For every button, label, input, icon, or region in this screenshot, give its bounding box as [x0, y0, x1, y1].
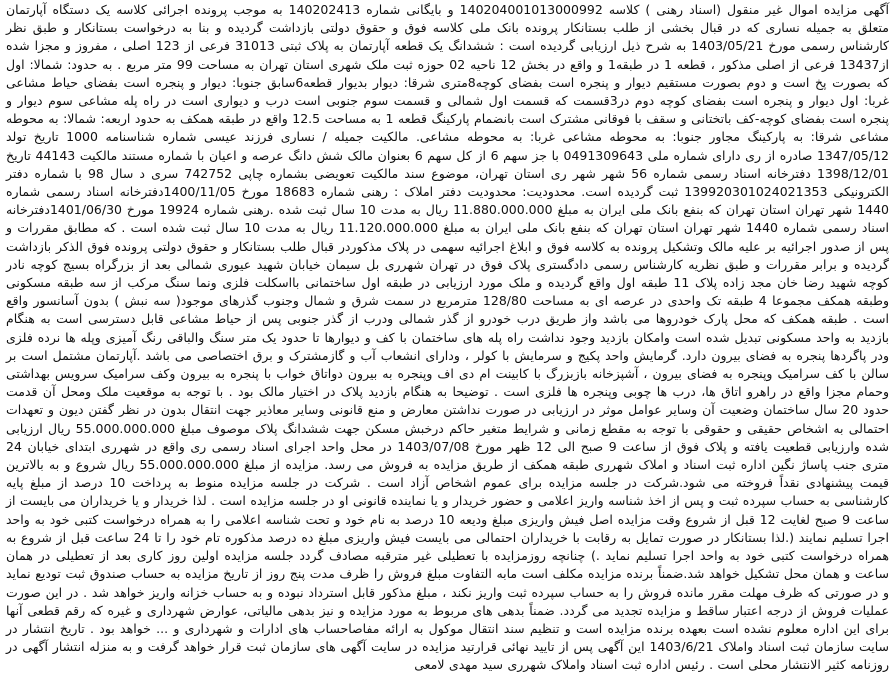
auction-notice-body: آگهی مزایده اموال غیر منقول (اسناد رهنی ) کلاسه 140204001013000992 و بایگانی شماره 140202413 به موجب پرونده اجرائی کلاسه یک دستگاه آپارتمان متعلق به جمیله نساری که در قبال بخشی از طلب بستانکار پرونده بانک ملی کلاسه فوق و حقوق دولتی بازداشت گردیده و بنا به درخواست بستانکار و طبق نظر کارشناس رسمی مورخ 1403/05/21 به شرح ذیل ارزیابی گردیده است : ششدانگ یک قطعه آپارتمان به پلاک ثبتی 31013 فرعی از 123 اصلی ، مفروز و مجزا شده از13437 فرعی از اصلی مذکور ، قطعه 1 در طبقه1 و واقع در بخش 12 ناحیه 02 حوزه ثبت ملک شهری استان تهران به مساحت 99 متر مربع . به حدود: شمالا: اول که بصورت پخ است و دوم بصورت مستقیم دیوار و پنجره است بفضای کوچه8متری شرقا: دیوار بدیوار قطعه6سابق جنوبا: دیوار و پنجره است بفضای حیاط مشاعی غربا: اول دیوار و پنجره است بفضای کوچه دوم در3قسمت که قسمت اول شمالی و قسمت سوم جنوبی است درب و دیواری است در راه پله مشاعی سوم دیوار و پنجره است بفضای کوچه-کف باتختانی و سقف با فوقانی مشترک است بانضمام پارکینگ قطعه 1 به مساحت 12.5 واقع در طبقه همکف به حدود اربعه: شمالا: به محوطه مشاعی شرقا: به پارکینگ مجاور جنوبا: به محوطه مشاعی غربا: به محوطه مشاعی. مالکیت جمیله / نساری فرزند عیسی شماره شناسنامه 1000 تاریخ تولد 1347/05/12 صادره از ری دارای شماره ملی 0491309643 با جز سهم 6 از کل سهم 6 بعنوان مالک شش دانگ عرصه و اعیان با شماره مستند مالکیت 44143 تاریخ 1398/12/01 دفترخانه اسناد رسمی شماره 56 شهر شهر ری استان تهران، موضوع سند مالکیت تعویضی بشماره چاپی 742752 سری د سال 98 با شماره دفتر الکترونیکی 139920301024021353 ثبت گردیده است. محدودیت: محدودیت دفتر املاک : رهنی شماره 18683 مورخ 1400/11/05دفترخانه اسناد رسمی شماره 1440 شهر تهران استان تهران که بنفع بانک ملی ایران به مبلغ 11.880.000.000 ریال به مدت 10 سال ثبت شده .رهنی شماره 19924 مورخ 1401/06/30دفترخانه اسناد رسمی شماره 1440 شهر تهران استان تهران که بنفع بانک ملی ایران به مبلغ 11.120.000.000 ریال به مدت 10 سال ثبت شده است . که مطابق مقررات و پس از صدور اجرائیه بر علیه مالک وتشکیل پرونده به کلاسه فوق و ابلاغ اجرائیه سهمی در پلاک مذکوردر قبال طلب بستانکار و حقوق دولتی پرونده فوق الذکر بازداشت گردیده و برابر مقررات و طبق نظریه کارشناس رسمی دادگستری پلاک فوق در تهران شهرری بل سیمان خیابان شهید عیوری شمالی بعد از بزرگراه بسیج کوچه نادر کوچه شهید رضا خان مجد زاده پلاک 11 طبقه اول واقع گردیده و ملک مورد ارزیابی در طبقه اول ساختمانی بااسکلت فلزی ونما سنگ مرکب از سه طبقه مسکونی وطبقه همکف مجموعا 4 طبقه تک واحدی در عرصه ای به مساحت 128/80 مترمربع در سمت شرق و شمال وجنوب گذرهای موجود( سه نبش ) بدون آسانسور واقع است . طبقه همکف که محل پارک خودروها می باشد واز طریق درب خودرو از گذر شمالی ودرب از گذر جنوبی پس از حیاط مشاعی قابل دسترسی است به هنگام بازدید به واحد مسکونی تبدیل شده است وامکان بازدید وجود نداشت راه پله های ساختمان با کف و دیوارها تا حدود یک متر سنگ والباقی رنگ آمیزی وپله ها نرده فلزی ودر پاگردها پنجره به فضای بیرون دارد. گرمایش واحد پکیج و سرمایش با کولر ، ودارای انشعاب آب و گازمشترک و برق اختصاصی می باشد .آپارتمان مشتمل است بر سالن با کف سرامیک وپنجره به فضای بیرون ، آشپزخانه بازبزرگ با کابینت ام دی اف وپنجره به بیرون دواتاق خواب با پنجره به بیرون وکف سرامیک سرویس بهداشتی وحمام مجزا واقع در راهرو اتاق ها، درب ها چوبی وپنجره ها فلزی است . توضیحا به هنگام بازدید پلاک در اختیار مالک بود . با توجه به موقعیت ملک ومحل آن قدمت حدود 20 سال ساختمان وضعیت آن وسایر عوامل موثر در ارزیابی در صورت نداشتن معارض و منع قانونی وسایر معاذیر جهت انتقال بدون در نظر گفتن دیون و تعهدات احتمالی به اشخاص حقیقی و حقوقی با توجه به مقطع زمانی و شرایط متغیر حاکم درخبش مسکن جهت ششدانگ پلاک موصوف مبلغ 55.000.000.000 ریال ارزیابی شده وارزیابی قطعیت یافته و پلاک فوق از ساعت 9 صبح الی 12 ظهر مورخ 1403/07/08 در محل واحد اجرای اسناد رسمی ری واقع در شهرری ابتدای خیابان 24 متری جنب پاساژ نگین اداره ثبت اسناد و املاک شهرری طبقه همکف از طریق مزایده به فروش می رسد. مزایده از مبلغ 55.000.000.000 ریال شروع و به بالاترین قیمت پیشنهادی نقداً فروخته می شود.شرکت در جلسه مزایده برای عموم اشخاص آزاد است . شرکت در جلسه مزایده منوط به پرداخت 10 درصد از مبلغ پایه کارشناسی به حساب سپرده ثبت و پس از اخذ شناسه واریز اعلامی و حضور خریدار و یا نماینده قانونی او در جلسه مزایده است . لذا خریدار و یا خریداران می بایست از ساعت 9 صبح لغایت 12 قبل از شروع وقت مزایده اصل فیش واریزی مبلغ ودیعه 10 درصد به نام خود و تحت شناسه اعلامی را به همراه درخواست کتبی خود به واحد اجرا تسلیم نمایند (.لذا بستانکار در صورت تمایل به رقابت با خریداران احتمالی می بایست فیش واریزی مبلغ ده درصد مذکوره تام خود را تا 24 ساعت قبل از شروع به همراه درخواست کتبی خود به واحد اجرا تسلیم نماید .) چنانچه روزمزایده با تعطیلی غیر مترقبه مصادف گردد جلسه مزایده اولین روز کاری بعد از تعطیلی در همان ساعت و همان محل تشکیل خواهد شد.ضمناً برنده مزایده مکلف است مابه التفاوت مبلغ فروش را ظرف مدت پنج روز از تاریخ مزایده به حساب صندوق ثبت تودیع نماید و در صورتی که ظرف مهلت مقرر مانده فروش را به حساب سپرده ثبت واریز نکند ، مبلغ مذکور قابل استرداد نبوده و به حساب خزانه واریز خواهد شد . در این صورت عملیات فروش از درجه اعتبار ساقط و مزایده تجدید می گردد. ضمناً بدهی های مربوط به مورد مزایده و نیز بدهی مالیاتی، عوارض شهرداری و غیره که رقم قطعی آنها برای این اداره معلوم نشده است بعهده برنده مزایده است و تنظیم سند انتقال موکول به ارائه مفاصاحساب های ادارات و شهرداری و ... خواهد بود . تاریخ انتشار در سایت سازمان ثبت اسناد واملاک 1403/6/21 این آگهی پس از تایید نهائی قرارتید مزایده در سایت آگهی های سازمان ثبت قرار خواهد گرفت و به منزله انتشار آگهی در روزنامه کثیر الانتشار محلی است . رئیس اداره ثبت اسناد واملاک شهرری سید مهدی لامعی — [6, 2, 890, 673]
